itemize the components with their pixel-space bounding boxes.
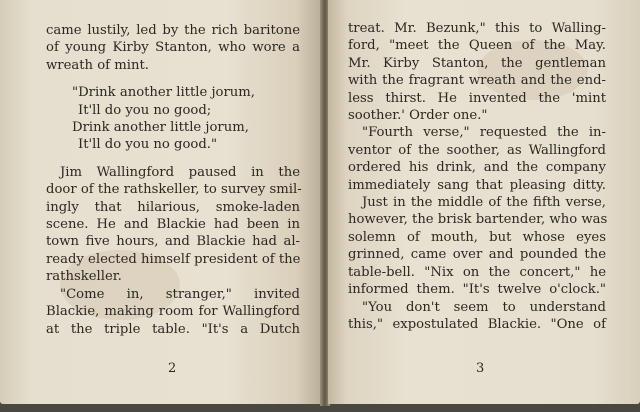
text-line: soother.' Order one." <box>348 108 488 124</box>
text-line: this," expostulated Blackie. "One of <box>348 316 606 332</box>
text-line: however, the brisk bartender, who was <box>348 212 608 228</box>
verse-line: "Drink another little jorum, <box>72 85 255 101</box>
text-line: with the fragrant wreath and the end- <box>348 73 606 89</box>
verse-block <box>72 84 300 154</box>
verse-line: It'll do you no good." <box>78 137 218 153</box>
text-line: solemn of mouth, but whose eyes <box>348 229 606 245</box>
text-line: Blackie, making room for Wallingford <box>46 304 300 320</box>
text-line: scene. He and Blackie had been in <box>46 217 300 233</box>
text-line: "Come in, stranger," invited <box>60 286 300 302</box>
text-line: ford, "meet the Queen of the May. <box>348 38 606 54</box>
text-line: ready elected himself president of the <box>46 251 301 267</box>
text-line: town five hours, and Blackie had al- <box>46 234 300 250</box>
text-line: at the triple table. "It's a Dutch <box>46 321 300 337</box>
left-page <box>0 0 322 404</box>
text-line: grinned, came over and pounded the <box>348 247 606 263</box>
text-line: "You don't seem to understand <box>362 299 606 315</box>
left-page-text <box>46 22 300 338</box>
right-page <box>328 0 640 404</box>
text-line: Mr. Kirby Stanton, the gentleman <box>348 55 606 71</box>
text-line: wreath of mint. <box>46 57 149 73</box>
text-line: immediately sang that pleasing ditty. <box>348 177 606 193</box>
verse-line: It'll do you no good; <box>78 102 212 118</box>
text-line: of young Kirby Stanton, who wore a <box>46 40 300 56</box>
text-line: Just in the middle of the fifth verse, <box>362 195 606 211</box>
text-line: less thirst. He invented the 'mint <box>348 90 606 106</box>
text-line: ventor of the soother, as Wallingford <box>348 142 606 158</box>
verse-line: Drink another little jorum, <box>72 120 249 136</box>
text-line: Jim Wallingford paused in the <box>60 164 300 180</box>
text-line: door of the rathskeller, to survey smil- <box>46 182 302 198</box>
text-line: ingly that hilarious, smoke-laden <box>46 199 300 215</box>
text-line: treat. Mr. Bezunk," this to Walling- <box>348 21 606 36</box>
right-page-text <box>348 20 606 333</box>
page-number: 2 <box>168 361 177 376</box>
text-line: ordered his drink, and the company <box>348 160 606 176</box>
text-line: rathskeller. <box>46 269 122 285</box>
text-line: came lustily, led by the rich baritone <box>46 23 300 38</box>
text-line: "Fourth verse," requested the in- <box>362 125 606 141</box>
text-line: informed them. "It's twelve o'clock." <box>348 282 606 298</box>
page-number: 3 <box>476 361 485 376</box>
text-line: table-bell. "Nix on the concert," he <box>348 264 606 280</box>
